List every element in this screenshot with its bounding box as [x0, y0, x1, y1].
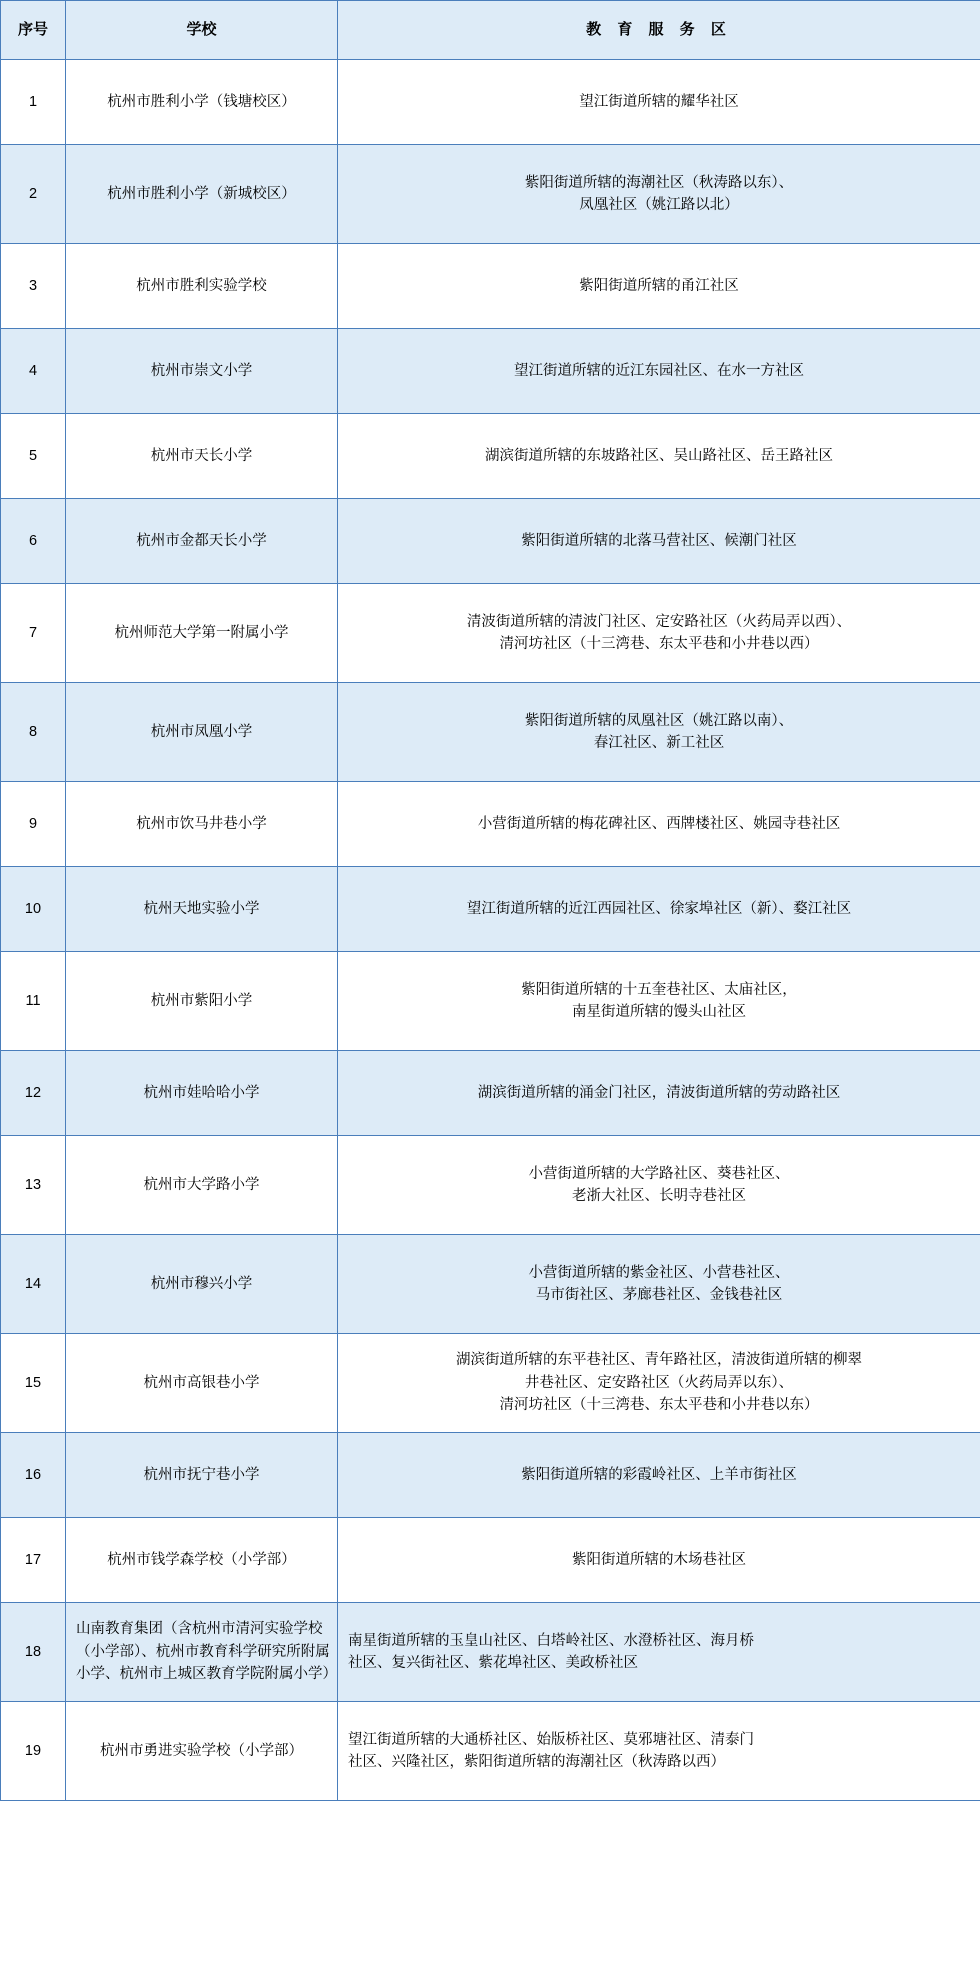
column-header-zone: 教 育 服 务 区: [338, 1, 980, 60]
service-zone-line: 望江街道所辖的耀华社区: [579, 93, 739, 110]
school-name-cell: [66, 1136, 338, 1235]
school-name-line: 杭州市天长小学: [150, 447, 253, 464]
school-name-line: 杭州市抚宁巷小学: [143, 1466, 260, 1483]
table-row: [1, 1051, 980, 1136]
school-name-line: 杭州师范大学第一附属小学: [114, 624, 289, 641]
school-name-line: 杭州市崇文小学: [150, 362, 253, 379]
table-row: [1, 414, 980, 499]
school-name-cell: [66, 782, 338, 867]
service-zone-cell: [338, 782, 980, 867]
row-index-cell: 8: [1, 683, 66, 782]
service-zone-line: 春江社区、新工社区: [593, 735, 725, 751]
service-zone-line: 小营街道所辖的梅花碑社区、西牌楼社区、姚园寺巷社区: [477, 815, 841, 832]
table-row: [1, 145, 980, 244]
service-zone-cell: [338, 1235, 980, 1334]
service-zone-cell: [338, 683, 980, 782]
school-name-cell: [66, 867, 338, 952]
school-name-cell: [66, 683, 338, 782]
service-zone-line: 湖滨街道所辖的东坡路社区、吴山路社区、岳王路社区: [485, 447, 833, 464]
row-index-cell: 6: [1, 499, 66, 584]
service-zone-cell: [338, 1702, 980, 1801]
row-index-cell: 19: [1, 1702, 66, 1801]
table-row: [1, 1603, 980, 1702]
school-name-cell: [66, 145, 338, 244]
service-zone-cell: [338, 1433, 980, 1518]
school-name-line: 杭州市勇进实验学校（小学部）: [100, 1742, 303, 1759]
service-zone-line: 马市街社区、茅廊巷社区、金钱巷社区: [535, 1287, 783, 1303]
column-header-school: 学校: [66, 1, 338, 60]
school-name-line: 杭州市金都天长小学: [136, 532, 267, 549]
row-index-cell: 9: [1, 782, 66, 867]
row-index-cell: 16: [1, 1433, 66, 1518]
service-zone-line: 社区、复兴街社区、紫花埠社区、美政桥社区: [348, 1655, 638, 1671]
service-zone-line: 清波街道所辖的清波门社区、定安路社区（火药局弄以西）、: [466, 613, 852, 630]
service-zone-line: 清河坊社区（十三湾巷、东太平巷和小井巷以东）: [499, 1397, 819, 1414]
school-name-cell: [66, 1334, 338, 1433]
row-index-cell: 12: [1, 1051, 66, 1136]
service-zone-line: 紫阳街道所辖的海潮社区（秋涛路以东）、: [524, 174, 794, 191]
school-name-line: 杭州市饮马井巷小学: [136, 815, 267, 832]
row-index-cell: 1: [1, 60, 66, 145]
school-name-line: 小学、杭州市上城区教育学院附属小学）: [76, 1666, 337, 1683]
service-zone-cell: [338, 1603, 980, 1702]
service-zone-cell: [338, 1518, 980, 1603]
table-row: [1, 1702, 980, 1801]
service-zone-cell: [338, 499, 980, 584]
service-zone-line: 望江街道所辖的近江东园社区、在水一方社区: [514, 362, 804, 379]
service-zone-cell: [338, 1051, 980, 1136]
school-name-line: 杭州市钱学森学校（小学部）: [107, 1551, 296, 1568]
service-zone-cell: [338, 145, 980, 244]
row-index-cell: 2: [1, 145, 66, 244]
row-index-cell: 7: [1, 584, 66, 683]
service-zone-line: 紫阳街道所辖的十五奎巷社区、太庙社区，: [521, 981, 797, 998]
school-name-line: 杭州市胜利小学（钱塘校区）: [107, 93, 296, 110]
table-row: [1, 499, 980, 584]
school-name-line: 山南教育集团（含杭州市清河实验学校: [76, 1621, 323, 1638]
school-name-line: 杭州市紫阳小学: [150, 992, 253, 1009]
school-name-cell: [66, 414, 338, 499]
service-zone-line: 望江街道所辖的近江西园社区、徐家埠社区（新）、婺江社区: [466, 900, 852, 917]
service-zone-line: 南星街道所辖的馒头山社区: [572, 1004, 746, 1020]
service-zone-cell: [338, 329, 980, 414]
service-zone-cell: [338, 1334, 980, 1433]
table-row: [1, 867, 980, 952]
table-row: [1, 244, 980, 329]
service-zone-line: 湖滨街道所辖的东平巷社区、青年路社区，清波街道所辖的柳翠: [456, 1352, 862, 1369]
school-name-cell: [66, 1051, 338, 1136]
service-zone-line: 清河坊社区（十三湾巷、东太平巷和小井巷以西）: [499, 636, 819, 652]
school-name-cell: [66, 1702, 338, 1801]
column-header-no: 序号: [1, 1, 66, 60]
school-name-line: 杭州天地实验小学: [143, 900, 260, 917]
row-index-cell: 11: [1, 952, 66, 1051]
row-index-cell: 14: [1, 1235, 66, 1334]
table-row: [1, 683, 980, 782]
school-name-line: （小学部）、杭州市教育科学研究所附属: [76, 1643, 330, 1660]
school-name-line: 杭州市胜利小学（新城校区）: [107, 185, 296, 202]
table-header: [1, 1, 980, 60]
service-zone-line: 湖滨街道所辖的涌金门社区，清波街道所辖的劳动路社区: [477, 1084, 841, 1101]
table-row: [1, 1518, 980, 1603]
service-zone-line: 老浙大社区、长明寺巷社区: [572, 1188, 746, 1204]
school-name-line: 杭州市凤凰小学: [150, 723, 253, 740]
school-name-cell: [66, 1518, 338, 1603]
service-zone-line: 紫阳街道所辖的北落马营社区、候潮门社区: [521, 532, 797, 549]
service-zone-line: 社区、兴隆社区，紫阳街道所辖的海潮社区（秋涛路以西）: [348, 1754, 725, 1770]
service-zone-line: 南星街道所辖的玉皇山社区、白塔岭社区、水澄桥社区、海月桥: [348, 1632, 754, 1649]
service-zone-line: 凤凰社区（姚江路以北）: [579, 197, 739, 213]
row-index-cell: 13: [1, 1136, 66, 1235]
service-zone-cell: [338, 584, 980, 683]
school-name-cell: [66, 1235, 338, 1334]
service-zone-line: 望江街道所辖的大通桥社区、始版桥社区、莫邪塘社区、清泰门: [348, 1731, 754, 1748]
table-header-row: [1, 1, 980, 60]
table-row: [1, 782, 980, 867]
row-index-cell: 4: [1, 329, 66, 414]
table-row: [1, 1235, 980, 1334]
table-body: [1, 60, 980, 1801]
table-row: [1, 60, 980, 145]
service-zone-cell: [338, 867, 980, 952]
service-zone-line: 井巷社区、定安路社区（火药局弄以东）、: [524, 1374, 794, 1391]
school-name-cell: [66, 1603, 338, 1702]
table-row: [1, 584, 980, 683]
table-row: [1, 1334, 980, 1433]
row-index-cell: 15: [1, 1334, 66, 1433]
row-index-cell: 18: [1, 1603, 66, 1702]
service-zone-cell: [338, 1136, 980, 1235]
service-zone-line: 小营街道所辖的大学路社区、葵巷社区、: [528, 1165, 790, 1182]
school-name-cell: [66, 329, 338, 414]
service-zone-line: 紫阳街道所辖的凤凰社区（姚江路以南）、: [524, 712, 794, 729]
service-zone-line: 紫阳街道所辖的甬江社区: [579, 277, 739, 294]
service-zone-cell: [338, 414, 980, 499]
service-zone-cell: [338, 244, 980, 329]
school-name-line: 杭州市胜利实验学校: [136, 277, 267, 294]
school-name-line: 杭州市高银巷小学: [143, 1374, 260, 1391]
service-zone-line: 紫阳街道所辖的木场巷社区: [572, 1551, 746, 1568]
row-index-cell: 10: [1, 867, 66, 952]
service-zone-line: 小营街道所辖的紫金社区、小营巷社区、: [528, 1264, 790, 1281]
row-index-cell: 17: [1, 1518, 66, 1603]
table-row: [1, 952, 980, 1051]
school-name-line: 杭州市大学路小学: [143, 1176, 260, 1193]
table-row: [1, 1433, 980, 1518]
table-row: [1, 1136, 980, 1235]
table-row: [1, 329, 980, 414]
service-zone-line: 紫阳街道所辖的彩霞岭社区、上羊市街社区: [521, 1466, 797, 1483]
row-index-cell: 5: [1, 414, 66, 499]
school-name-cell: [66, 60, 338, 145]
school-name-cell: [66, 584, 338, 683]
school-name-cell: [66, 499, 338, 584]
school-name-cell: [66, 952, 338, 1051]
row-index-cell: 3: [1, 244, 66, 329]
service-zone-cell: [338, 952, 980, 1051]
school-name-line: 杭州市娃哈哈小学: [143, 1084, 260, 1101]
school-name-line: 杭州市穆兴小学: [150, 1275, 253, 1292]
service-zone-cell: [338, 60, 980, 145]
school-name-cell: [66, 244, 338, 329]
school-name-cell: [66, 1433, 338, 1518]
